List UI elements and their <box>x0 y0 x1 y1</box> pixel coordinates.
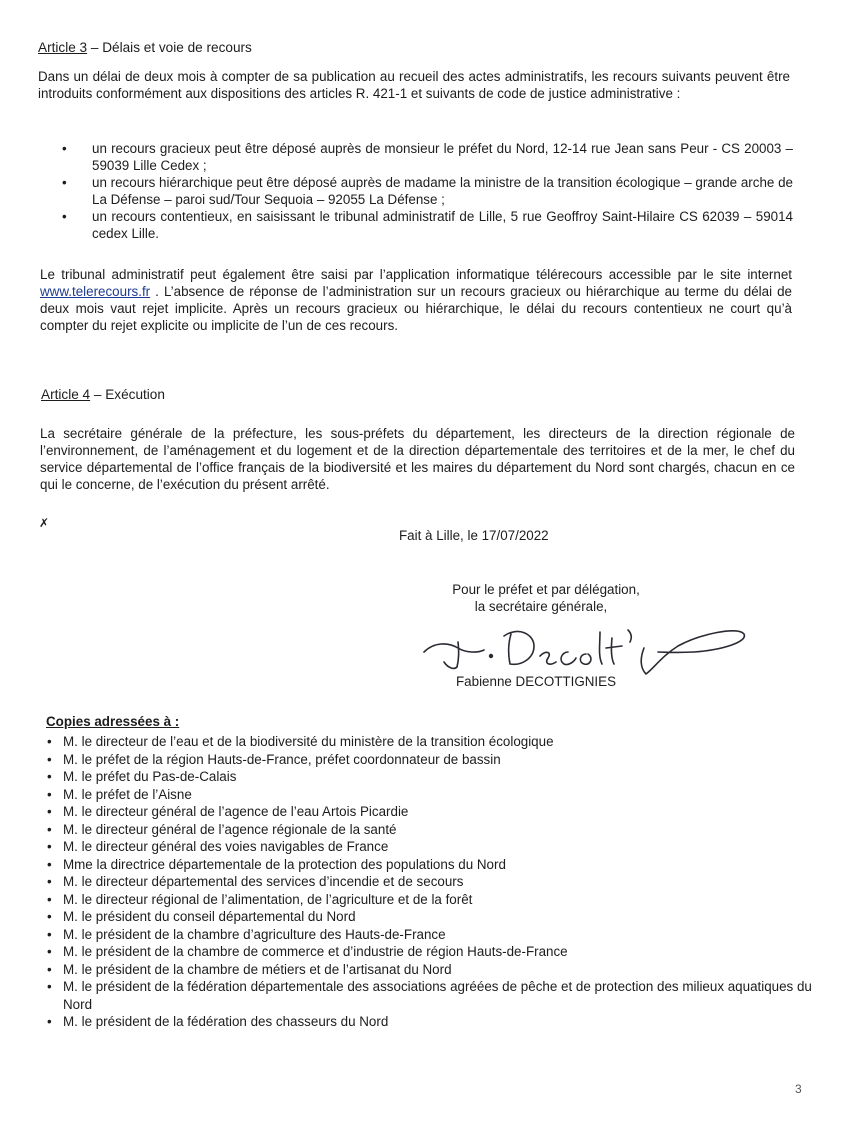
signature-block <box>426 581 666 615</box>
list-item: • M. le président de la chambre d’agriculture des Hauts-de-France <box>46 926 816 944</box>
list-item: • M. le président de la chambre de métiers et de l’artisanat du Nord <box>46 961 816 979</box>
list-item: • M. le directeur général des voies navigables de France <box>46 838 816 856</box>
article-4-label: Article 4 <box>41 387 91 402</box>
article-3-heading <box>38 39 252 56</box>
article-3-title: – Délais et voie de recours <box>87 40 252 55</box>
list-item: • M. le président de la chambre de commerce et d’industrie de région Hauts-de-France <box>46 943 816 961</box>
list-item: • M. le directeur de l’eau et de la biodiversité du ministère de la transition écologique <box>46 733 816 751</box>
copies-heading: Copies adressées à : <box>46 714 180 729</box>
telerecours-link[interactable]: www.telerecours.fr <box>40 284 151 299</box>
list-item: • un recours gracieux peut être déposé auprès de monsieur le préfet du Nord, 12-14 rue Jean sans Peur - CS 20003 – 59039 Lille Cedex ; <box>60 140 793 174</box>
list-item: • M. le préfet du Pas-de-Calais <box>46 768 816 786</box>
article-3-telerecours-paragraph <box>40 266 792 334</box>
copies-list <box>46 733 816 1031</box>
list-item: • un recours contentieux, en saisissant le tribunal administratif de Lille, 5 rue Geoffroy Saint-Hilaire CS 62039 – 59014 cedex Lille. <box>60 208 793 242</box>
page-number: 3 <box>795 1082 802 1096</box>
article-3-intro: Dans un délai de deux mois à compter de sa publication au recueil des actes administratifs, les recours suivants peuvent être introduits conformément aux dispositions des articles R. 421-1 et suivants de code de justice administrative : <box>38 69 790 101</box>
handwritten-signature <box>418 612 753 680</box>
recours-list <box>60 140 793 242</box>
list-item: • M. le président du conseil départemental du Nord <box>46 908 816 926</box>
signatory-name: Fabienne DECOTTIGNIES <box>456 674 616 689</box>
place-date: Fait à Lille, le 17/07/2022 <box>399 528 549 543</box>
list-item: • M. le préfet de la région Hauts-de-France, préfet coordonnateur de bassin <box>46 751 816 769</box>
article-4-heading <box>41 386 165 403</box>
list-item: • M. le directeur régional de l’alimentation, de l’agriculture et de la forêt <box>46 891 816 909</box>
list-item: • M. le président de la fédération départementale des associations agréées de pêche et de protection des milieux aquatiques du Nord <box>46 978 816 1013</box>
list-item: • M. le préfet de l’Aisne <box>46 786 816 804</box>
article-4-text: La secrétaire générale de la préfecture, les sous-préfets du département, les directeurs de la direction régionale de l’environnement, de l’aménagement et du logement et de la direction départementale des territoires et de la mer, le chef du service départemental de l’office français de la biodiversité et les maires du département du Nord sont chargés, chacun en ce qui le concerne, de l’exécution du présent arrêté. <box>40 426 795 492</box>
list-item: • Mme la directrice départementale de la protection des populations du Nord <box>46 856 816 874</box>
telerecours-text-before: Le tribunal administratif peut également être saisi par l’application informatique télérecours accessible par le site internet <box>40 267 792 282</box>
margin-mark: ✗ <box>39 516 50 530</box>
list-item: • un recours hiérarchique peut être déposé auprès de madame la ministre de la transition écologique – grande arche de La Défense – paroi sud/Tour Sequoia – 92055 La Défense ; <box>60 174 793 208</box>
article-3-label: Article 3 <box>38 40 88 55</box>
signature-delegation-line: Pour le préfet et par délégation, <box>452 582 640 597</box>
telerecours-text-after: . L’absence de réponse de l’administration sur un recours gracieux ou hiérarchique au terme du délai de deux mois vaut rejet implicite. Après un recours gracieux ou hiérarchique, le délai du recours contentieux ne court qu’à compter du rejet explicite ou implicite de l’un de ces recours. <box>40 284 792 333</box>
list-item: • M. le directeur général de l’agence de l’eau Artois Picardie <box>46 803 816 821</box>
list-item: • M. le directeur départemental des services d’incendie et de secours <box>46 873 816 891</box>
article-4-title: – Exécution <box>90 387 165 402</box>
signature-role-line: la secrétaire générale, <box>474 599 608 614</box>
list-item: • M. le président de la fédération des chasseurs du Nord <box>46 1013 816 1031</box>
list-item: • M. le directeur général de l’agence régionale de la santé <box>46 821 816 839</box>
